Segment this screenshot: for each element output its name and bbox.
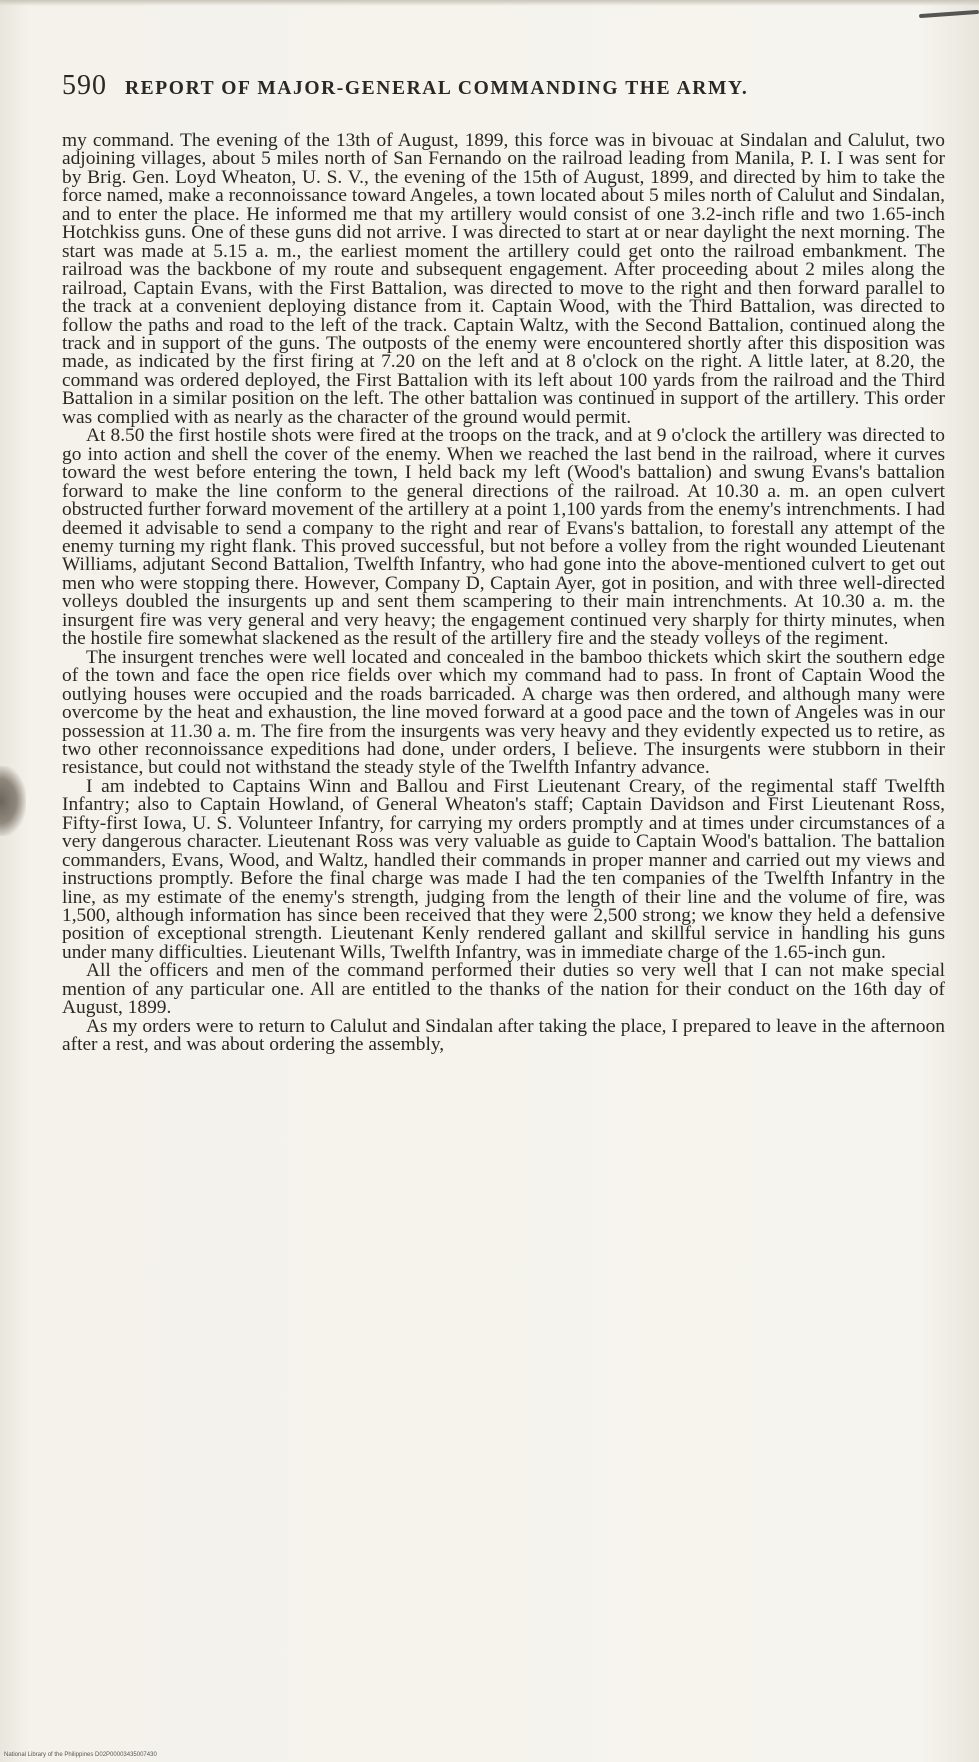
paragraph: All the officers and men of the command performed their duties so very well that I can not make special mention of any particular one. All are entitled to the thanks of the nation for their conduct on the 16th day of August, 1899.	[62, 960, 945, 1019]
paragraph: my command. The evening of the 13th of August, 1899, this force was in bivouac at Sindalan and Calulut, two adjoining villages, about 5 miles north of San Fernando on the railroad leading from Manila, P. I. I was sent for by Brig. Gen. Loyd Wheaton, U. S. V., the evening of the 15th of August, 1899, and directed by him to take the force named, make a reconnoissance toward Angeles, a town located about 5 miles north of Calulut and Sindalan, and to enter the place. He informed me that my artillery would consist of one 3.2-inch rifle and two 1.65-inch Hotchkiss guns. One of these guns did not arrive. I was directed to start at or near daylight the next morning. The start was made at 5.15 a. m., the earliest moment the artillery could get onto the railroad embankment. The railroad was the backbone of my route and subsequent engagement. After proceeding about 2 miles along the railroad, Captain Evans, with the First Battalion, was directed to move to the right and then forward parallel to the track at a convenient deploying distance from it. Captain Wood, with the Third Battalion, was directed to follow the paths and road to the left of the track. Captain Waltz, with the Second Battalion, continued along the track and in support of the guns. The outposts of the enemy were encountered shortly after this disposition was made, as indicated by the first firing at 7.20 on the left and at 8 o'clock on the right. A little later, at 8.20, the command was ordered deployed, the First Battalion with its left about 100 yards from the railroad and the Third Battalion in a similar position on the left. The other battalion was continued in support of the artillery. This order was complied with as nearly as the character of the ground would permit.	[62, 130, 945, 428]
scan-mark	[919, 10, 979, 18]
paragraph: I am indebted to Captains Winn and Ballou and First Lieutenant Creary, of the regimental staff Twelfth Infantry; also to Captain Howland, of General Wheaton's staff; Captain Davidson and First Lieutenant Ross, Fifty-first Iowa, U. S. Volunteer Infantry, for carrying my orders promptly and at times under circumstances of a very dangerous character. Lieutenant Ross was very valuable as guide to Captain Wood's battalion. The battalion commanders, Evans, Wood, and Waltz, handled their commands in proper manner and carried out my views and instructions promptly. Before the final charge was made I had the ten companies of the Twelfth Infantry in the line, as my estimate of the enemy's strength, judging from the length of their line and the volume of fire, was 1,500, although information has since been received that they were 2,500 strong; we know they held a defensive position of exceptional strength. Lieutenant Kenly rendered gallant and skillful service in handling his guns under many difficulties. Lieutenant Wills, Twelfth Infantry, was in immediate charge of the 1.65-inch gun.	[62, 775, 945, 963]
paragraph: The insurgent trenches were well located and concealed in the bamboo thickets which skirt the southern edge of the town and face the open rice fields over which my command had to pass. In front of Captain Wood the outlying houses were occupied and the roads barricaded. A charge was then ordered, and although many were overcome by the heat and exhaustion, the line moved forward at a good pace and the town of Angeles was in our possession at 11.30 a. m. The fire from the insurgents was very heavy and they evidently expected us to retire, as two other reconnoissance expeditions had done, under orders, I believe. The insurgents were stubborn in their resistance, but could not withstand the steady style of the Twelfth Infantry advance.	[62, 646, 945, 779]
page-number: 590	[62, 70, 107, 101]
page-header	[62, 70, 882, 110]
paragraph: As my orders were to return to Calulut and Sindalan after taking the place, I prepared to leave in the afternoon after a rest, and was about ordering the assembly,	[62, 1015, 945, 1056]
scan-thumb-shadow	[0, 766, 26, 836]
scan-credit: National Library of the Philippines D02P00003435007430	[4, 1752, 157, 1758]
body-text	[62, 132, 945, 1055]
running-title: REPORT OF MAJOR-GENERAL COMMANDING THE ARMY.	[125, 78, 749, 99]
paragraph: At 8.50 the first hostile shots were fired at the troops on the track, and at 9 o'clock the artillery was directed to go into action and shell the cover of the enemy. When we reached the last bend in the railroad, where it curves toward the west before entering the town, I held back my left (Wood's battalion) and swung Evans's battalion forward to make the line conform to the general directions of the railroad. At 10.30 a. m. an open culvert obstructed further forward movement of the artillery at a point 1,100 yards from the enemy's intrenchments. I had deemed it advisable to send a company to the right and rear of Evans's battalion, to forestall any attempt of the enemy turning my right flank. This proved successful, but not before a volley from the right wounded Lieutenant Williams, adjutant Second Battalion, Twelfth Infantry, who had gone into the above-mentioned culvert to get out men who were stopping there. However, Company D, Captain Ayer, got in position, and with three well-directed volleys doubled the insurgents up and sent them scampering to their main intrenchments. At 10.30 a. m. the insurgent fire was very general and very heavy; the engagement continued very sharply for thirty minutes, when the hostile fire somewhat slackened as the result of the artillery fire and the steady volleys of the regiment.	[62, 425, 945, 650]
page-edge-shadow	[0, 0, 979, 6]
